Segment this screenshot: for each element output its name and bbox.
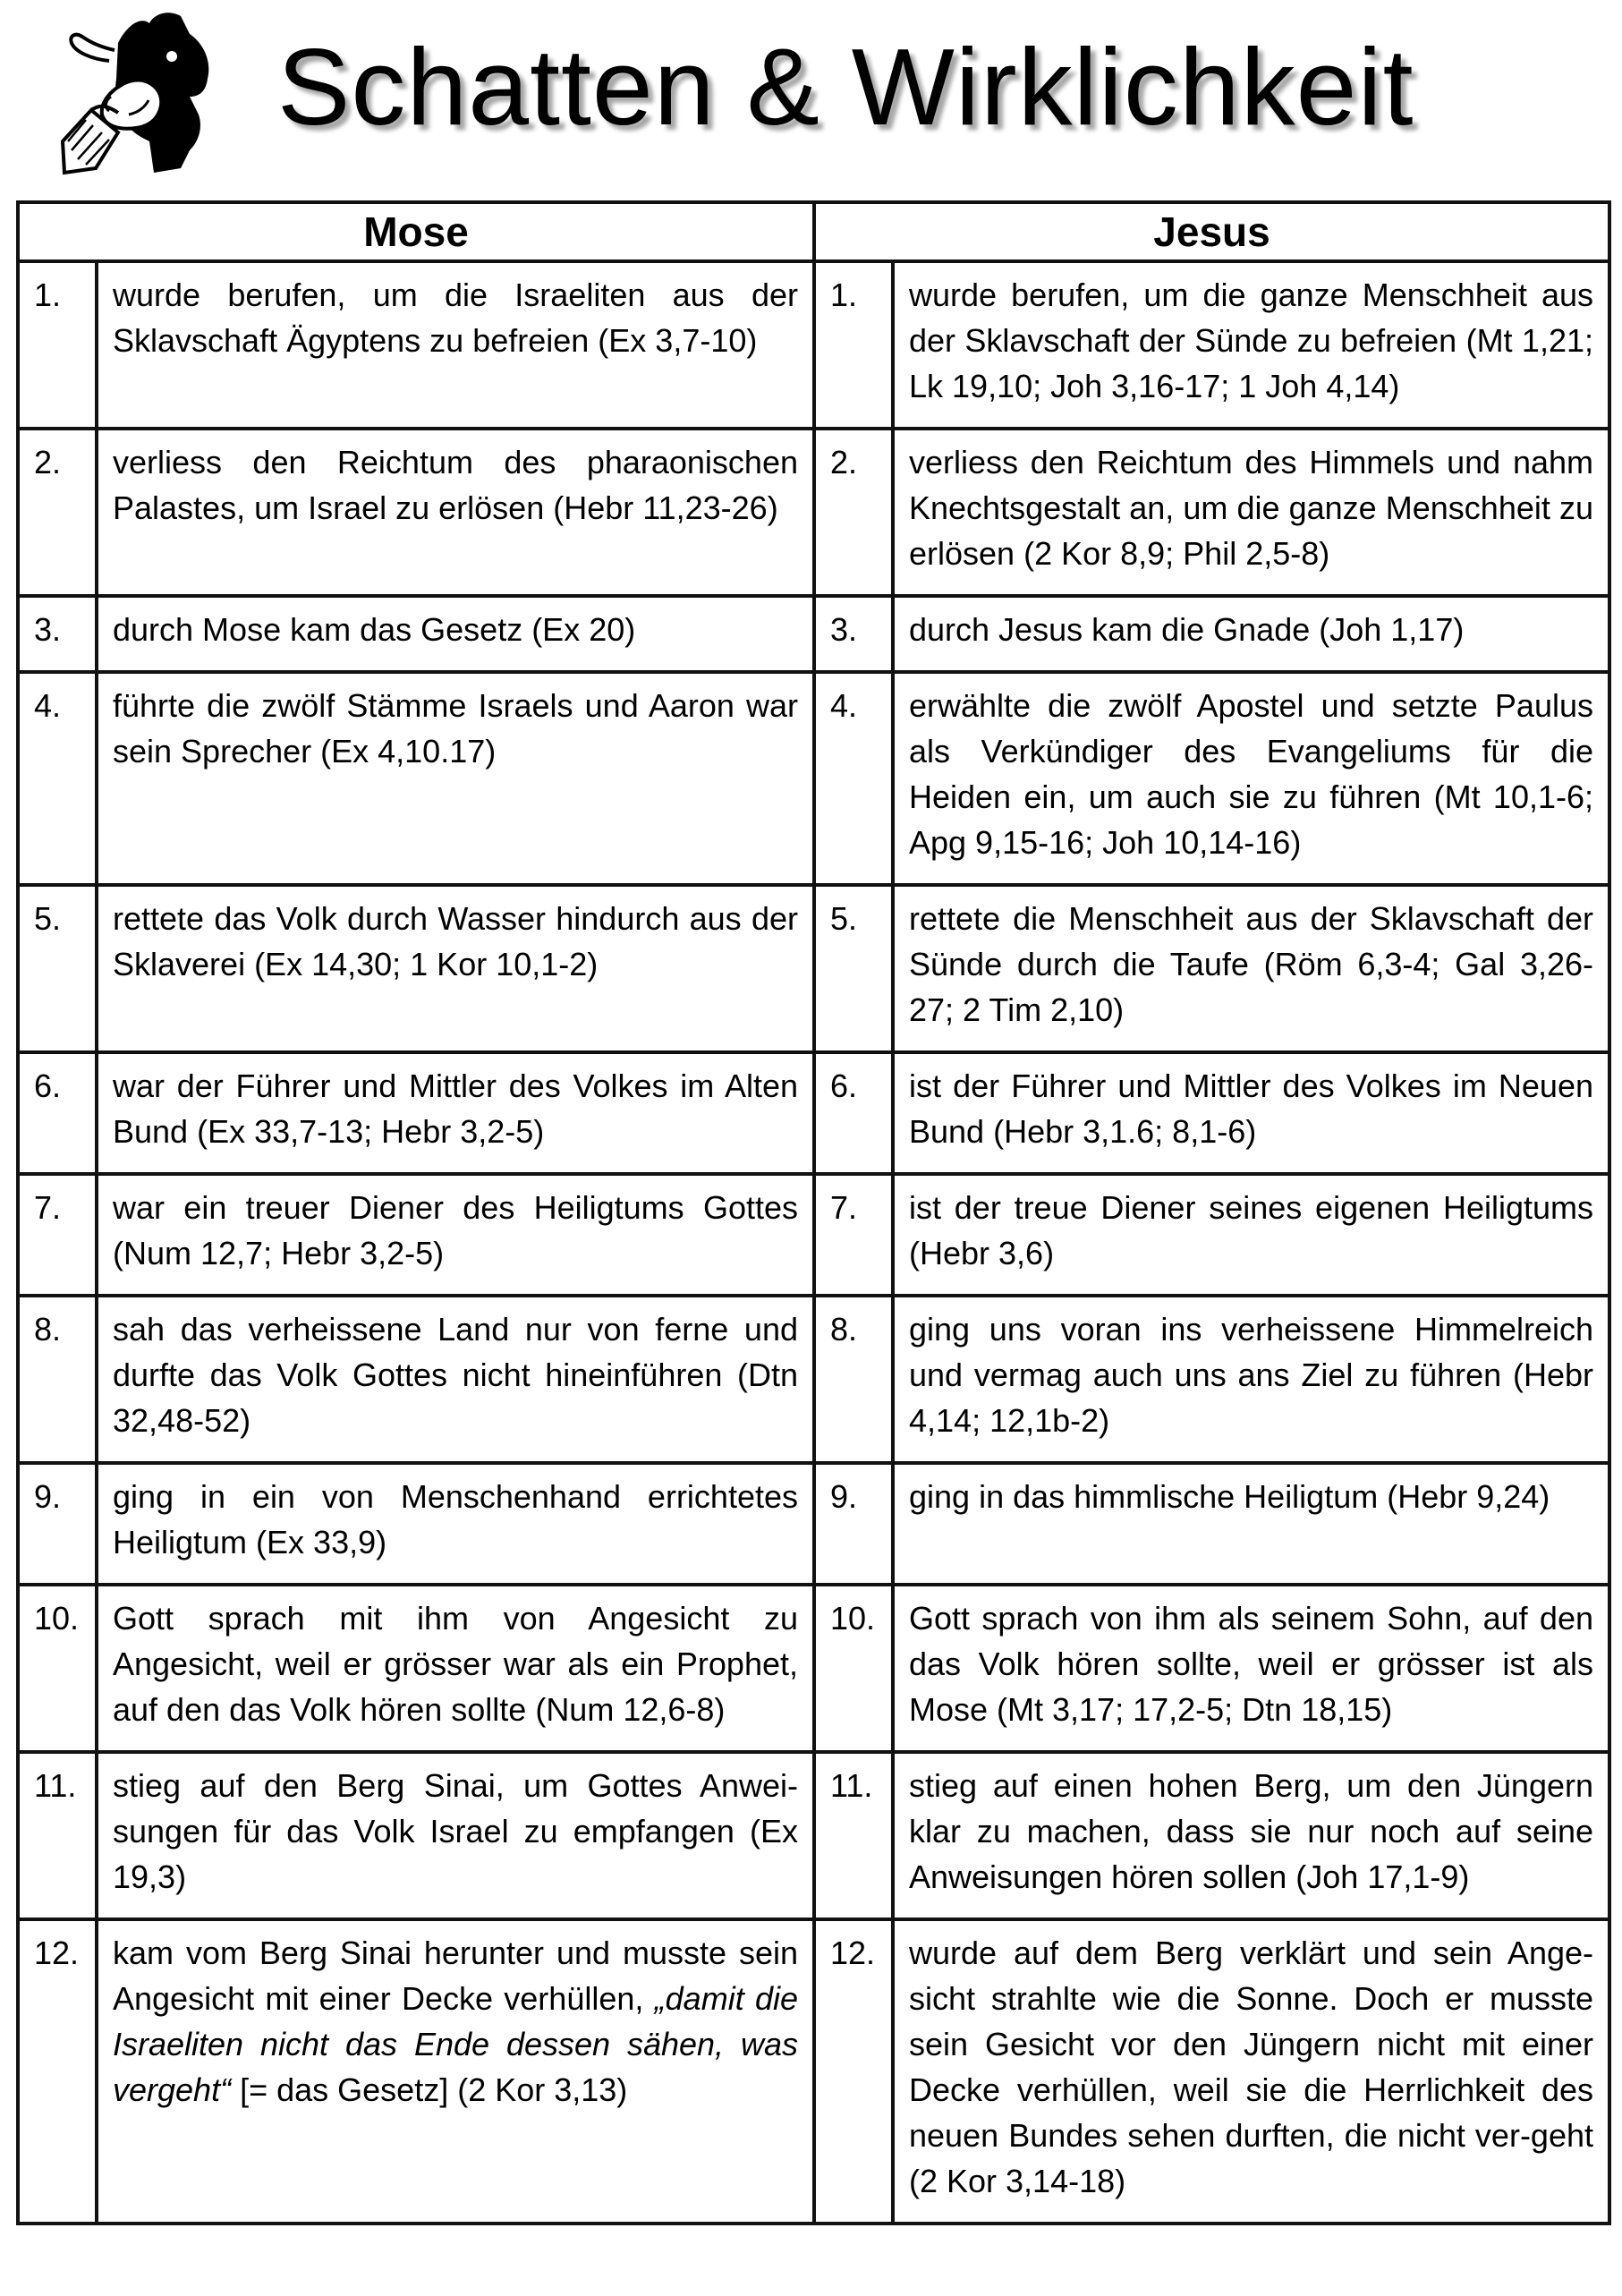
cell-jesus: verliess den Reichtum des Himmels und nahm Knechtsgestalt an, um die ganze Menschheit zu erlösen (2 Kor 8,9; Phil 2,5-8) xyxy=(893,429,1609,596)
row-number-mose: 6. xyxy=(18,1052,97,1174)
cell-jesus: erwählte die zwölf Apostel und setzte Paulus als Verkündiger des Evangeliums für die Heiden ein, um auch sie zu führen (Mt 10,1-6; Apg 9,15-16; Joh 10,14-16) xyxy=(893,672,1609,885)
cell-jesus: wurde berufen, um die ganze Menschheit aus der Sklavschaft der Sünde zu befreien (Mt 1,21; Lk 19,10; Joh 3,16-17; 1 Joh 4,14) xyxy=(893,261,1609,429)
row-number-mose: 7. xyxy=(18,1174,97,1296)
cell-mose: wurde berufen, um die Israeliten aus der Sklavschaft Ägyptens zu befreien (Ex 3,7-10) xyxy=(97,261,814,429)
cell-mose: ging in ein von Menschenhand errichtetes Heiligtum (Ex 33,9) xyxy=(97,1463,814,1585)
row-number-mose: 4. xyxy=(18,672,97,885)
page-title: Schatten & Wirklichkeit xyxy=(277,26,1414,148)
row-number-jesus: 5. xyxy=(814,885,893,1052)
row-number-jesus: 10. xyxy=(814,1585,893,1752)
column-header-jesus: Jesus xyxy=(814,202,1609,261)
row-number-jesus: 11. xyxy=(814,1752,893,1919)
row-number-jesus: 8. xyxy=(814,1296,893,1463)
cell-jesus: stieg auf einen hohen Berg, um den Jüngern klar zu machen, dass sie nur noch auf seine Anweisungen hören sollen (Joh 17,1-9) xyxy=(893,1752,1609,1919)
row-number-mose: 11. xyxy=(18,1752,97,1919)
row-number-jesus: 3. xyxy=(814,596,893,672)
row-number-mose: 10. xyxy=(18,1585,97,1752)
cell-mose-reference: [= das Gesetz] (2 Kor 3,13) xyxy=(231,2071,628,2108)
table-row xyxy=(18,1463,1609,1585)
cell-jesus: Gott sprach von ihm als seinem Sohn, auf den das Volk hören sollte, weil er grösser ist als Mose (Mt 3,17; 17,2-5; Dtn 18,15) xyxy=(893,1585,1609,1752)
table-row xyxy=(18,885,1609,1052)
cell-mose: war ein treuer Diener des Heiligtums Gottes (Num 12,7; Hebr 3,2-5) xyxy=(97,1174,814,1296)
cell-mose-quote: „damit die Israeliten nicht das Ende dessen sähen, was vergeht“ xyxy=(113,1980,799,2108)
table-header-row xyxy=(18,202,1609,261)
cell-mose-text: kam vom Berg Sinai herunter und musste sein Angesicht mit einer Decke verhüllen, xyxy=(113,1935,798,2017)
row-number-jesus: 7. xyxy=(814,1174,893,1296)
page-header xyxy=(0,0,1622,192)
cell-jesus: ist der treue Diener seines eigenen Heiligtums (Hebr 3,6) xyxy=(893,1174,1609,1296)
comparison-table xyxy=(16,200,1611,2225)
table-row xyxy=(18,1752,1609,1919)
cell-mose: Gott sprach mit ihm von Angesicht zu Angesicht, weil er grösser war als ein Prophet, auf den das Volk hören sollte (Num 12,6-8) xyxy=(97,1585,814,1752)
cell-mose: war der Führer und Mittler des Volkes im Alten Bund (Ex 33,7-13; Hebr 3,2-5) xyxy=(97,1052,814,1174)
row-number-jesus: 2. xyxy=(814,429,893,596)
row-number-jesus: 12. xyxy=(814,1919,893,2224)
cell-mose: verliess den Reichtum des pharaonischen Palastes, um Israel zu erlösen (Hebr 11,23-26) xyxy=(97,429,814,596)
table-row xyxy=(18,1919,1609,2224)
row-number-mose: 12. xyxy=(18,1919,97,2224)
cell-mose: stieg auf den Berg Sinai, um Gottes Anwei-sungen für das Volk Israel zu empfangen (Ex 19,3) xyxy=(97,1752,814,1919)
table-row xyxy=(18,1296,1609,1463)
row-number-mose: 9. xyxy=(18,1463,97,1585)
cell-mose: sah das verheissene Land nur von ferne und durfte das Volk Gottes nicht hineinführen (Dtn 32,48-52) xyxy=(97,1296,814,1463)
row-number-mose: 1. xyxy=(18,261,97,429)
row-number-mose: 5. xyxy=(18,885,97,1052)
cell-jesus: rettete die Menschheit aus der Sklavschaft der Sünde durch die Taufe (Röm 6,3-4; Gal 3,26-27; 2 Tim 2,10) xyxy=(893,885,1609,1052)
cell-jesus: wurde auf dem Berg verklärt und sein Ange-sicht strahlte wie die Sonne. Doch er musste sein Gesicht vor den Jüngern nicht mit einer Decke verhüllen, weil sie die Herrlichkeit des neuen Bundes sehen durften, die nicht ver-geht (2 Kor 3,14-18) xyxy=(893,1919,1609,2224)
row-number-jesus: 1. xyxy=(814,261,893,429)
row-number-mose: 2. xyxy=(18,429,97,596)
cell-mose: durch Mose kam das Gesetz (Ex 20) xyxy=(97,596,814,672)
cell-jesus: ging in das himmlische Heiligtum (Hebr 9,24) xyxy=(893,1463,1609,1585)
row-number-jesus: 4. xyxy=(814,672,893,885)
table-row xyxy=(18,1174,1609,1296)
table-row xyxy=(18,1052,1609,1174)
cell-mose: rettete das Volk durch Wasser hindurch aus der Sklaverei (Ex 14,30; 1 Kor 10,1-2) xyxy=(97,885,814,1052)
hand-shadow-puppet-icon xyxy=(55,7,225,177)
cell-jesus: ist der Führer und Mittler des Volkes im Neuen Bund (Hebr 3,1.6; 8,1-6) xyxy=(893,1052,1609,1174)
cell-jesus: ging uns voran ins verheissene Himmelreich und vermag auch uns ans Ziel zu führen (Hebr 4,14; 12,1b-2) xyxy=(893,1296,1609,1463)
table-row xyxy=(18,596,1609,672)
cell-mose xyxy=(97,1919,814,2224)
column-header-mose: Mose xyxy=(18,202,814,261)
table-row xyxy=(18,261,1609,429)
table-row xyxy=(18,1585,1609,1752)
row-number-mose: 3. xyxy=(18,596,97,672)
cell-jesus: durch Jesus kam die Gnade (Joh 1,17) xyxy=(893,596,1609,672)
row-number-mose: 8. xyxy=(18,1296,97,1463)
row-number-jesus: 9. xyxy=(814,1463,893,1585)
table-row xyxy=(18,672,1609,885)
row-number-jesus: 6. xyxy=(814,1052,893,1174)
cell-mose: führte die zwölf Stämme Israels und Aaron war sein Sprecher (Ex 4,10.17) xyxy=(97,672,814,885)
table-row xyxy=(18,429,1609,596)
